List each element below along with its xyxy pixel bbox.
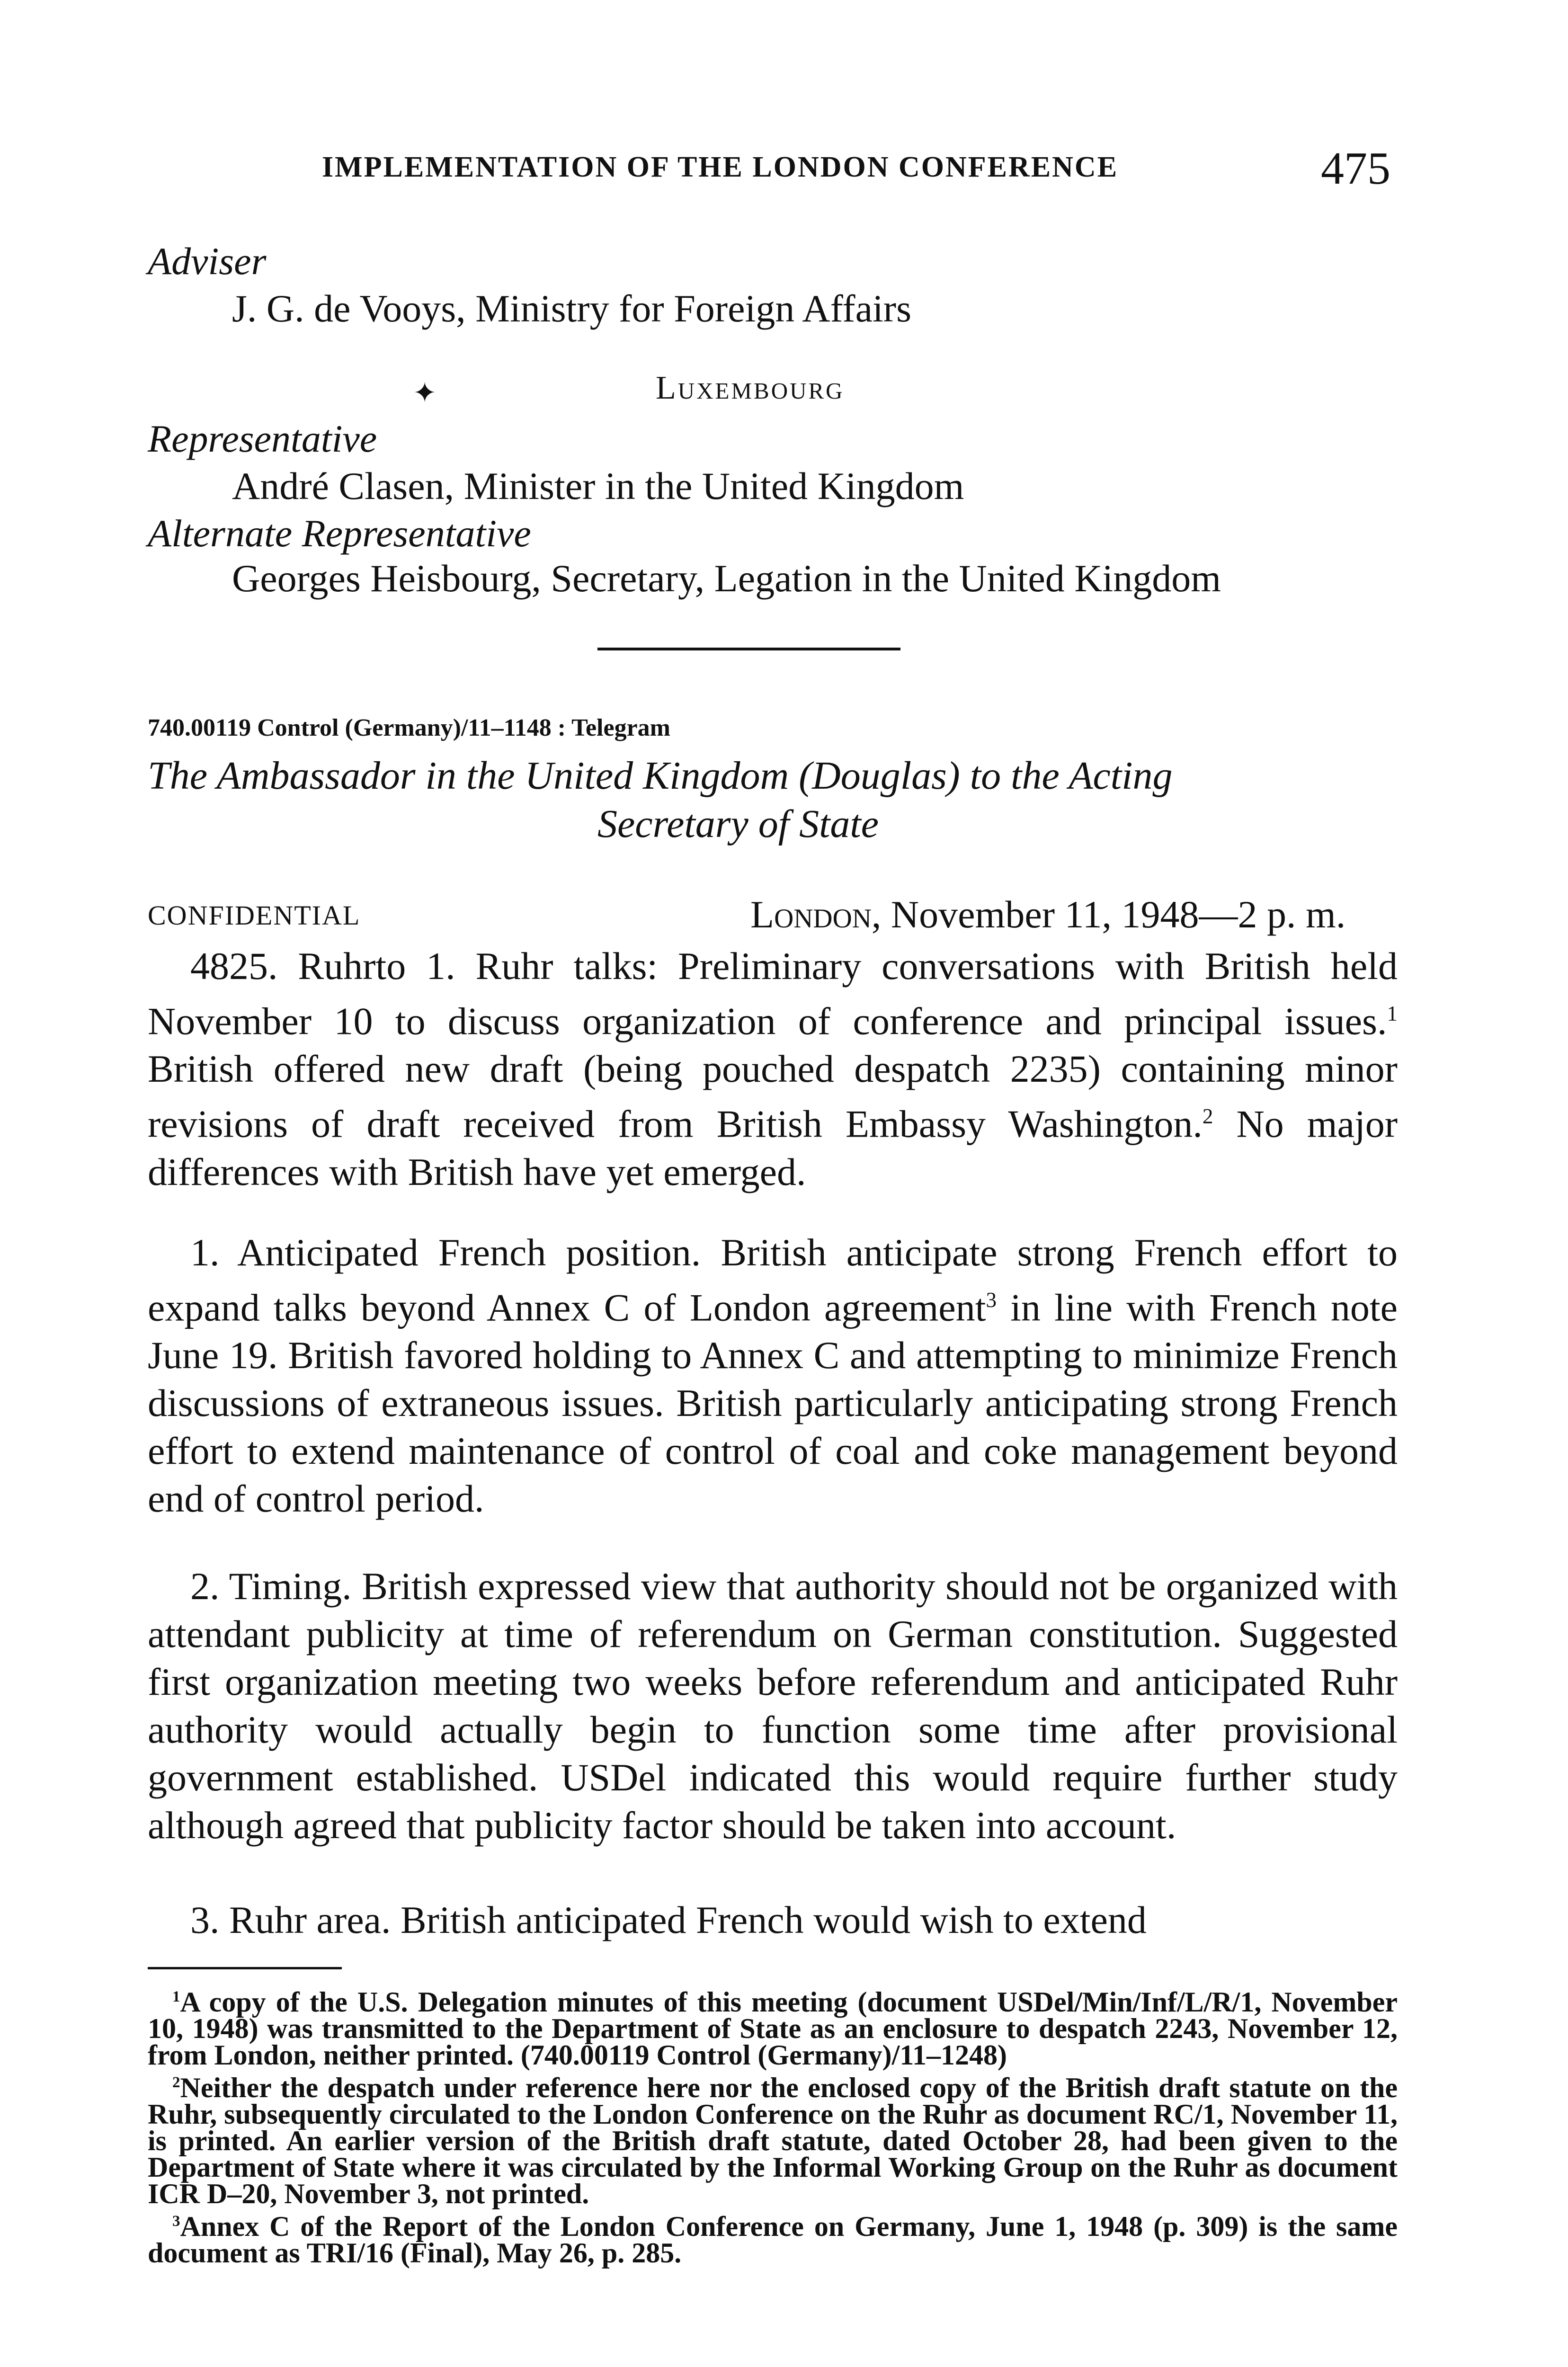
file-reference: 740.00119 Control (Germany)/11–1148 : Telegram — [148, 714, 670, 741]
ornament-mark: ✦ — [413, 377, 437, 409]
document-title-line-2: Secretary of State — [597, 802, 879, 846]
body-paragraph-1: 4825. Ruhrto 1. Ruhr talks: Preliminary conversations with British held November 10 to discuss organization of conference and principal issues.$^1$ British offered new draft (being pouched despatch 2235) containing minor revisions of draft received from British Embassy Washington.$^2$ No major differences with British have yet emerged. — [148, 944, 1398, 1193]
adviser-role: Adviser — [148, 240, 267, 283]
footnote-3: $^3$Annex C of the Report of the London Conference on Germany, June 1, 1948 (p. 309) is the same document as TRI/16 (Final), May 26, p. 285. — [148, 2211, 1398, 2269]
footnotes — [148, 1984, 1398, 2267]
page-number: 475 — [1321, 143, 1390, 194]
alternate-name: Georges Heisbourg, Secretary, Legation in the United Kingdom — [232, 557, 1221, 600]
running-header: IMPLEMENTATION OF THE LONDON CONFERENCE — [322, 151, 1119, 183]
section-divider — [597, 648, 900, 650]
footnote-1: $^1$A copy of the U.S. Delegation minutes of this meeting (document USDel/Min/Inf/L/R/1, November 10, 1948) was transmitted to the Department of State as an enclosure to despatch 2243, November 12, from London, neither printed. (740.00119 Control (Germany)/11–1248) — [148, 1986, 1398, 2071]
footnote-2: $^2$Neither the despatch under reference here nor the enclosed copy of the British draft statute on the Ruhr, subsequently circulated to the London Conference on the Ruhr as document RC/1, November 11, is printed. An earlier version of the British draft statute, dated October 28, had been given to the Department of State where it was circulated by the Informal Working Group on the Ruhr as document ICR D–20, November 3, not printed. — [148, 2072, 1398, 2209]
adviser-name: J. G. de Vooys, Ministry for Foreign Affairs — [232, 287, 911, 330]
footnote-ref-1: 1 — [1387, 1002, 1398, 1025]
body-paragraph-4: 3. Ruhr area. British anticipated French would wish to extend — [190, 1898, 1147, 1941]
representative-role: Representative — [148, 417, 377, 460]
document-title-line-1: The Ambassador in the United Kingdom (Douglas) to the Acting — [148, 754, 1173, 798]
footnote-divider — [148, 1967, 342, 1969]
representative-name: André Clasen, Minister in the United Kingdom — [232, 464, 964, 507]
footnote-ref-2: 2 — [1202, 1104, 1213, 1129]
dateline-city: London — [750, 893, 872, 936]
country-heading: Luxembourg — [656, 370, 845, 406]
body-paragraph-3: 2. Timing. British expressed view that authority should not be organized with attendant publicity at time of referendum on German constitution. Suggested first organization meeting two weeks before referendum and anticipated Ruhr authority would actually begin to function some time after provisional government established. USDel indicated this would require further study although agreed that publicity factor should be taken into account. — [148, 1565, 1398, 1847]
dateline — [750, 892, 1345, 937]
footnote-ref-3: 3 — [986, 1288, 997, 1312]
dateline-date: , November 11, 1948—2 p. m. — [871, 893, 1346, 936]
alternate-role: Alternate Representative — [148, 512, 531, 555]
classification-label: CONFIDENTIAL — [148, 900, 361, 931]
body-paragraph-2: 1. Anticipated French position. British anticipate strong French effort to expand talks beyond Annex C of London agreement$^3$ in line with French note June 19. British favored holding to Annex C and attempting to minimize French discussions of extraneous issues. British particularly anticipating strong French effort to extend maintenance of control of coal and coke management beyond end of control period. — [148, 1231, 1398, 1521]
